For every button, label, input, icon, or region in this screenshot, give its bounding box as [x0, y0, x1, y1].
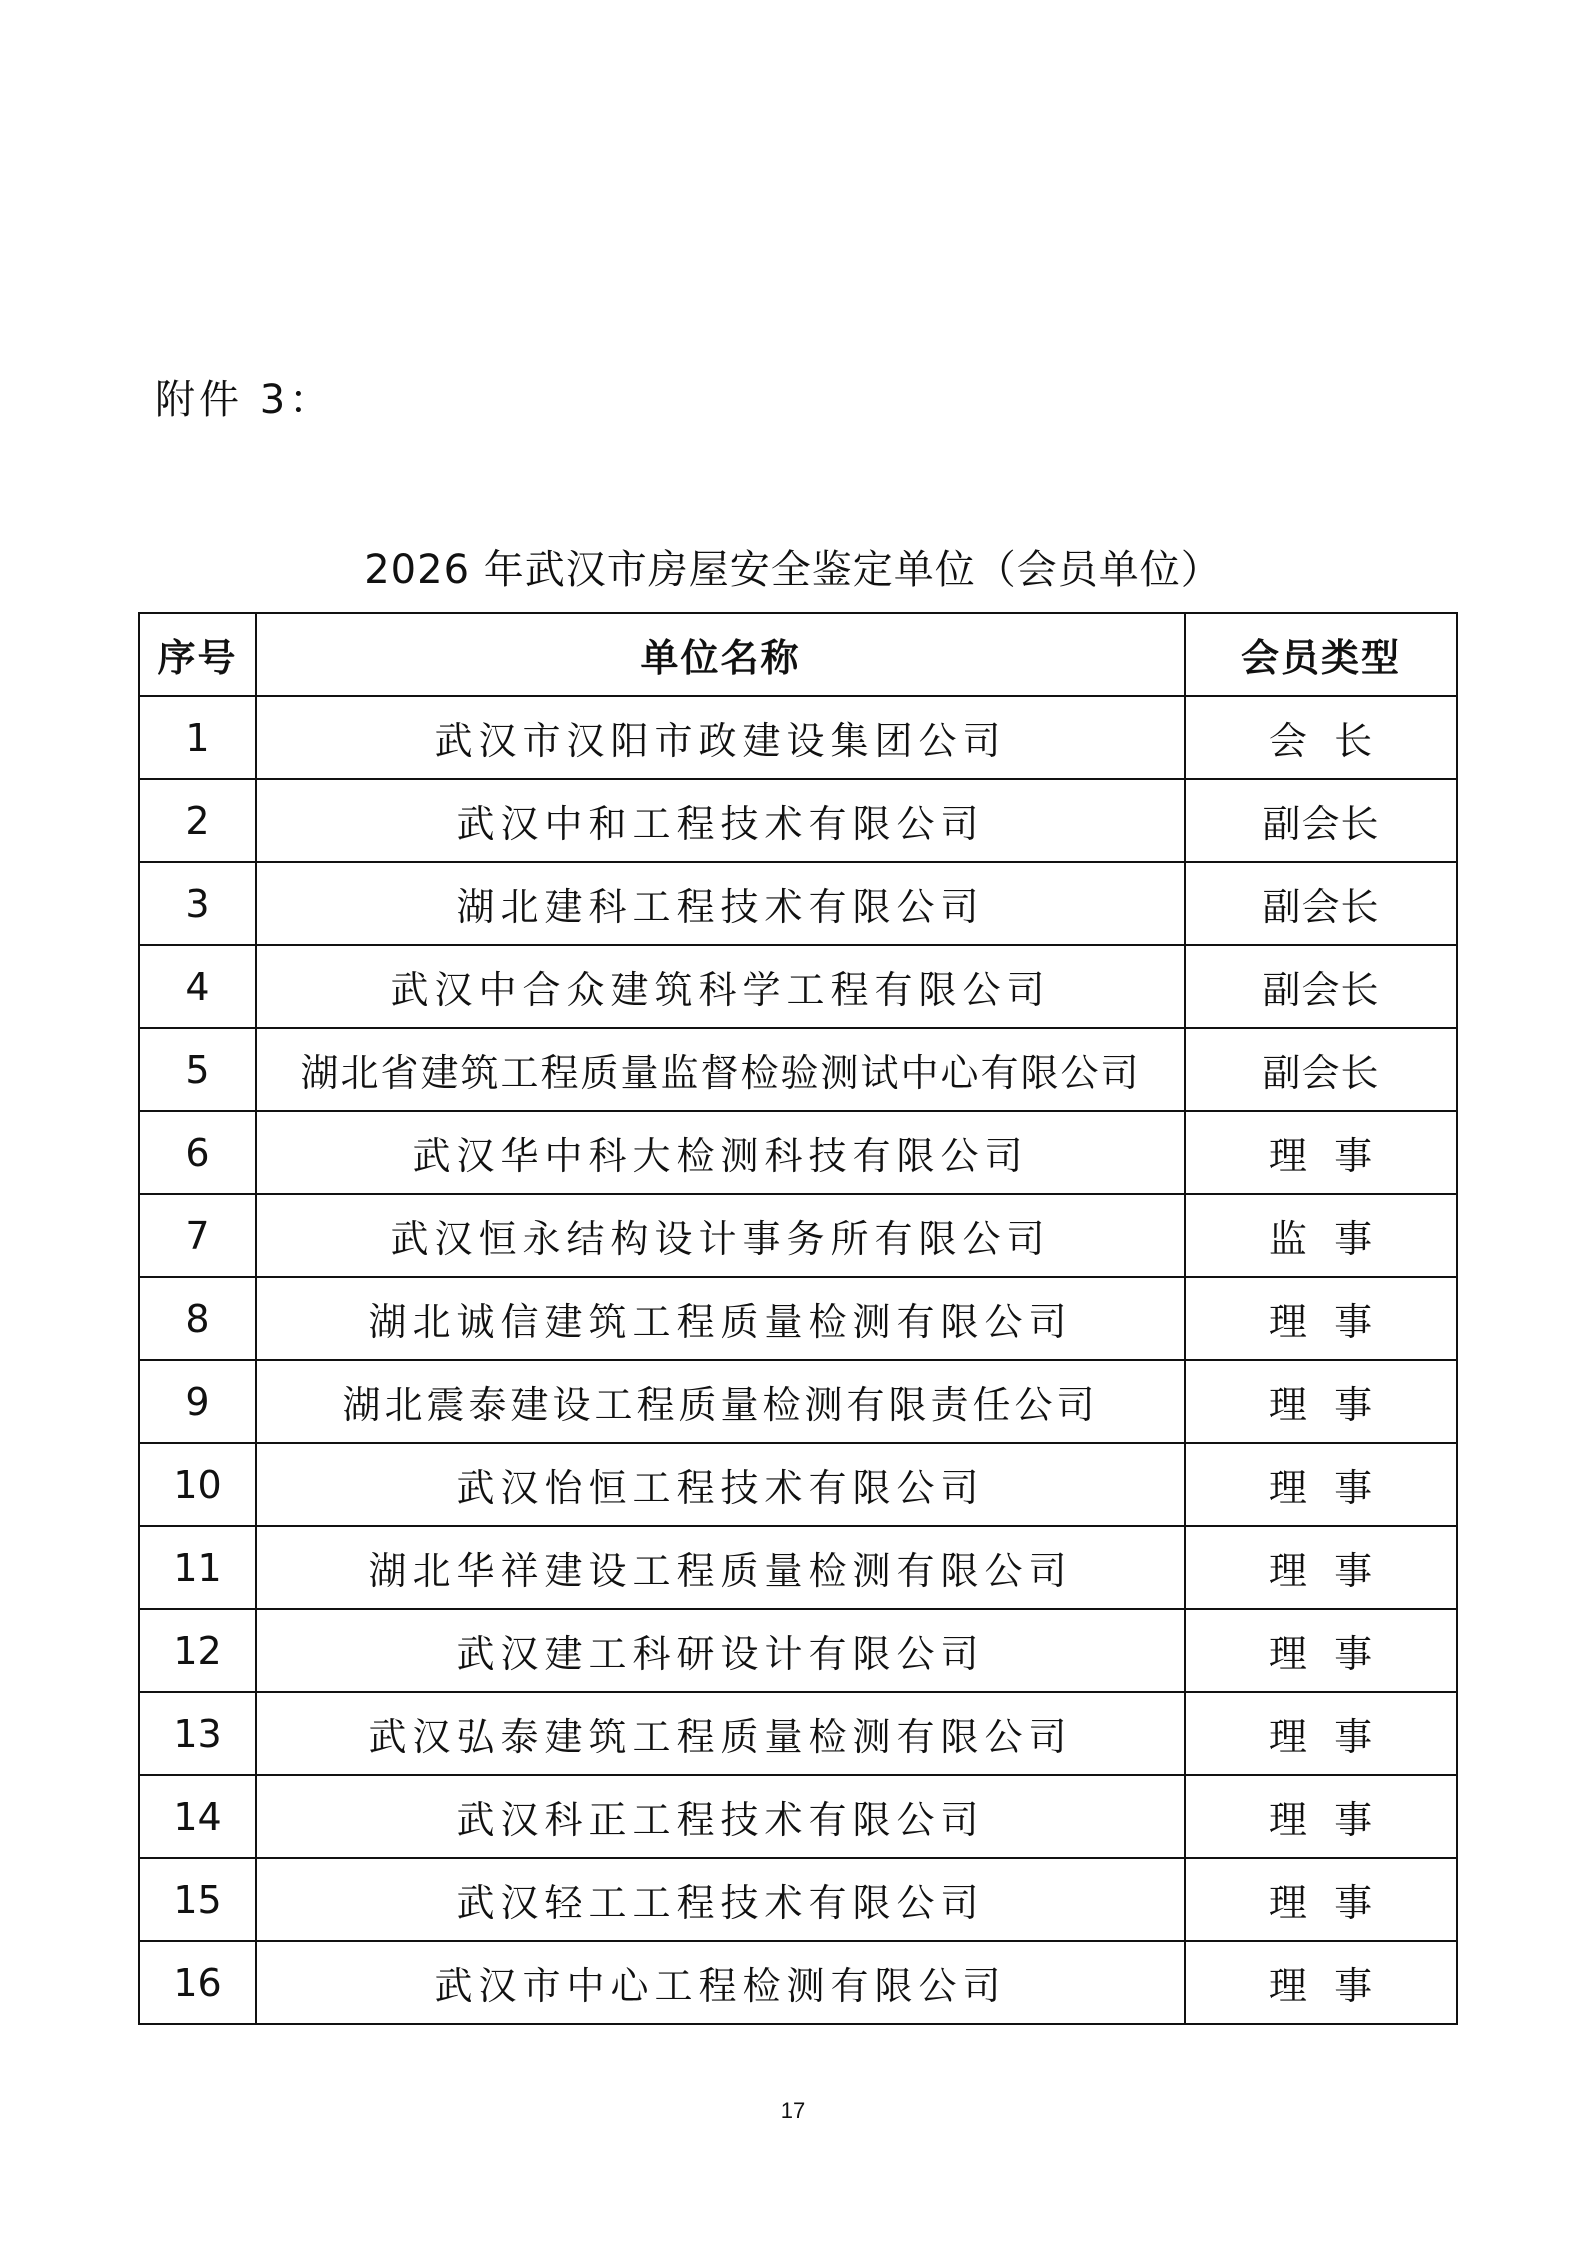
row-index: 16 [139, 1941, 256, 2024]
row-member-type: 理 事 [1185, 1526, 1457, 1609]
row-unit-name: 武汉市中心工程检测有限公司 [256, 1941, 1185, 2024]
row-index: 7 [139, 1194, 256, 1277]
table-row [139, 1858, 1457, 1941]
table-row [139, 1028, 1457, 1111]
row-unit-name: 湖北震泰建设工程质量检测有限责任公司 [256, 1360, 1185, 1443]
row-unit-name: 武汉弘泰建筑工程质量检测有限公司 [256, 1692, 1185, 1775]
row-index: 5 [139, 1028, 256, 1111]
row-index: 10 [139, 1443, 256, 1526]
row-unit-name: 武汉恒永结构设计事务所有限公司 [256, 1194, 1185, 1277]
row-member-type: 副会长 [1185, 1028, 1457, 1111]
row-member-type: 理 事 [1185, 1941, 1457, 2024]
header-row [139, 613, 1457, 696]
row-index: 3 [139, 862, 256, 945]
header-unit-name: 单位名称 [256, 613, 1185, 696]
row-unit-name: 武汉科正工程技术有限公司 [256, 1775, 1185, 1858]
table-row [139, 1941, 1457, 2024]
row-member-type: 理 事 [1185, 1775, 1457, 1858]
row-member-type: 会 长 [1185, 696, 1457, 779]
row-index: 6 [139, 1111, 256, 1194]
row-unit-name: 武汉建工科研设计有限公司 [256, 1609, 1185, 1692]
row-member-type: 理 事 [1185, 1277, 1457, 1360]
header-member-type: 会员类型 [1185, 613, 1457, 696]
row-index: 14 [139, 1775, 256, 1858]
row-member-type: 理 事 [1185, 1692, 1457, 1775]
row-member-type: 副会长 [1185, 945, 1457, 1028]
header-index: 序号 [139, 613, 256, 696]
row-member-type: 理 事 [1185, 1111, 1457, 1194]
row-index: 4 [139, 945, 256, 1028]
row-member-type: 理 事 [1185, 1443, 1457, 1526]
row-unit-name: 武汉中和工程技术有限公司 [256, 779, 1185, 862]
row-index: 15 [139, 1858, 256, 1941]
table-row [139, 1609, 1457, 1692]
row-index: 8 [139, 1277, 256, 1360]
row-index: 1 [139, 696, 256, 779]
row-unit-name: 武汉华中科大检测科技有限公司 [256, 1111, 1185, 1194]
row-unit-name: 湖北省建筑工程质量监督检验测试中心有限公司 [256, 1028, 1185, 1111]
table-row [139, 1692, 1457, 1775]
row-unit-name: 湖北华祥建设工程质量检测有限公司 [256, 1526, 1185, 1609]
table-header [139, 613, 1457, 696]
document-title: 2026 年武汉市房屋安全鉴定单位（会员单位） [364, 547, 1222, 593]
table-row [139, 1443, 1457, 1526]
row-member-type: 理 事 [1185, 1609, 1457, 1692]
row-index: 9 [139, 1360, 256, 1443]
member-units-table [138, 612, 1458, 2025]
row-member-type: 理 事 [1185, 1858, 1457, 1941]
table-row [139, 1194, 1457, 1277]
table-row [139, 779, 1457, 862]
table-row [139, 1526, 1457, 1609]
page-number: 17 [780, 2098, 806, 2123]
row-unit-name: 湖北诚信建筑工程质量检测有限公司 [256, 1277, 1185, 1360]
table-row [139, 696, 1457, 779]
table-row [139, 1277, 1457, 1360]
table-row [139, 945, 1457, 1028]
row-member-type: 副会长 [1185, 862, 1457, 945]
table-row [139, 862, 1457, 945]
table-row [139, 1360, 1457, 1443]
table-row [139, 1775, 1457, 1858]
row-member-type: 副会长 [1185, 779, 1457, 862]
row-member-type: 监 事 [1185, 1194, 1457, 1277]
row-index: 2 [139, 779, 256, 862]
row-index: 11 [139, 1526, 256, 1609]
table-body [139, 696, 1457, 2024]
row-unit-name: 武汉市汉阳市政建设集团公司 [256, 696, 1185, 779]
row-member-type: 理 事 [1185, 1360, 1457, 1443]
row-unit-name: 武汉中合众建筑科学工程有限公司 [256, 945, 1185, 1028]
row-unit-name: 湖北建科工程技术有限公司 [256, 862, 1185, 945]
table-row [139, 1111, 1457, 1194]
row-index: 12 [139, 1609, 256, 1692]
row-unit-name: 武汉轻工工程技术有限公司 [256, 1858, 1185, 1941]
row-unit-name: 武汉怡恒工程技术有限公司 [256, 1443, 1185, 1526]
row-index: 13 [139, 1692, 256, 1775]
attachment-label: 附件 3： [155, 377, 334, 423]
